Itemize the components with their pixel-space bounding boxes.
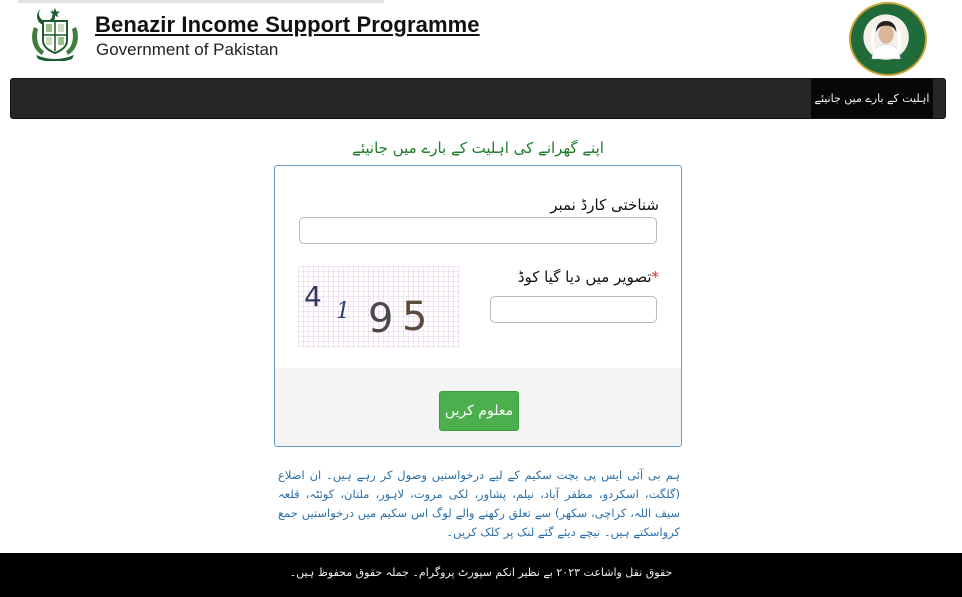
cnic-label: شناختی کارڈ نمبر [550,196,659,214]
captcha-label [518,268,659,286]
captcha-char: 1 [336,299,350,324]
government-subtitle: Government of Pakistan [96,40,279,59]
form-footer [275,368,681,447]
captcha-char: 9 [368,296,394,342]
captcha-label-text: تصویر میں دیا گیا کوڈ [517,268,652,286]
bisp-seal-logo [849,2,927,76]
captcha-image [298,266,460,348]
main-navbar [10,78,946,119]
pakistan-emblem-logo [28,5,82,61]
page-footer [0,553,962,597]
captcha-char: 4 [304,280,322,313]
programme-title: Benazir Income Support Programme [95,12,480,37]
captcha-char: 5 [402,294,428,340]
page-heading: اپنے گھرانے کی اہلیت کے بارے میں جانیئے [352,139,604,157]
top-divider [18,0,384,3]
copyright-text: حقوق نقل واشاعت ۲۰۲۳ بے نظیر انکم سپورٹ پروگرام۔ جملہ حقوق محفوظ ہیں۔ [289,566,673,579]
portrait-logo-icon [851,4,925,74]
captcha-input[interactable] [490,296,657,323]
eligibility-form-panel [274,165,682,447]
submit-button[interactable]: معلوم کریں [439,391,519,431]
required-marker: * [651,268,659,286]
nav-item-eligibility[interactable]: اہلیت کے بارے میں جانیئے [811,79,933,118]
cnic-input[interactable] [299,217,657,244]
savings-scheme-notice: ہم بی آئی ایس پی بچت سکیم کے لیے درخواستیں وصول کر رہے ہیں۔ ان اضلاع (گلگت، اسکردو، مظفر آباد، نیلم، پشاور، لکی مروت، لاہور، ملتان، کوئٹہ، قلعہ سیف اللہ، کراچی، سکھر) سے تعلق رکھنے والے لوگ اس سکیم میں درخواستیں جمع کرواسکتے ہیں۔ نیچے دیئے گئے لنک پر کلک کریں۔ [278,468,680,539]
